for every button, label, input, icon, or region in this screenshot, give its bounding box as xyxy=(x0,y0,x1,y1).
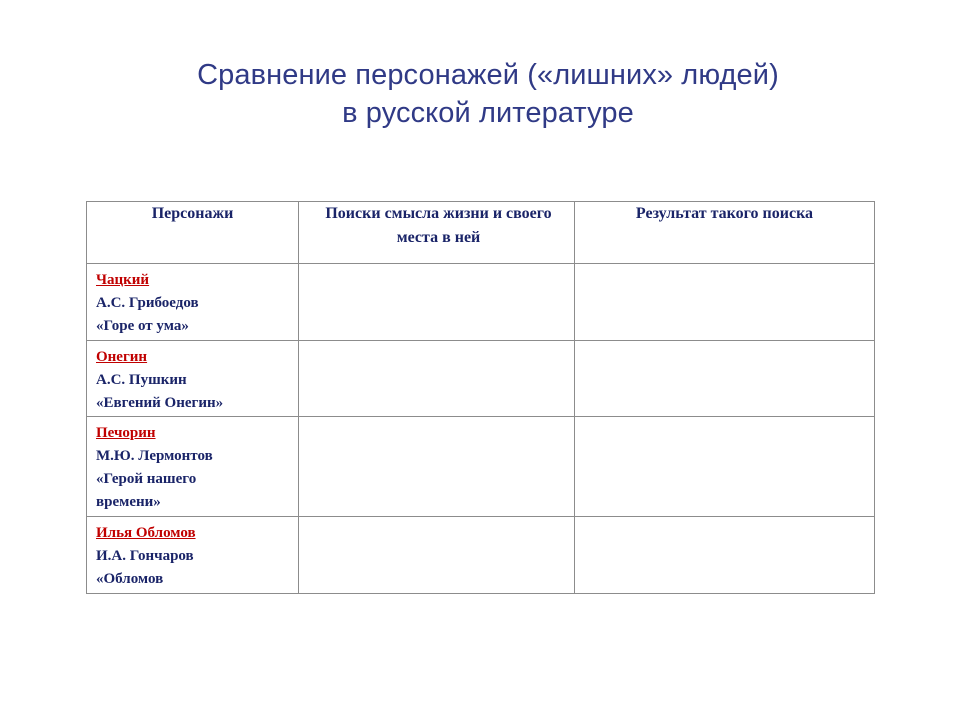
header-search-for-meaning: Поиски смысла жизни и своего места в ней xyxy=(299,202,575,264)
search-cell xyxy=(299,264,575,341)
table-row xyxy=(87,341,875,417)
result-cell xyxy=(575,517,875,594)
character-name: Илья Обломов xyxy=(96,525,196,541)
character-author: А.С. Грибоедов xyxy=(96,295,199,311)
table-row xyxy=(87,264,875,341)
character-cell xyxy=(87,341,299,417)
table-row xyxy=(87,517,875,594)
header-search-result: Результат такого поиска xyxy=(575,202,875,264)
result-cell xyxy=(575,264,875,341)
title-line-1: Сравнение персонажей («лишних» людей) xyxy=(197,59,779,91)
title-line-2: в русской литературе xyxy=(342,97,634,129)
character-work: «Герой нашего xyxy=(96,471,197,487)
comparison-table xyxy=(86,201,875,594)
character-work-continued: времени» xyxy=(96,494,161,510)
character-author: А.С. Пушкин xyxy=(96,372,187,388)
search-cell xyxy=(299,517,575,594)
character-work: «Горе от ума» xyxy=(96,318,189,334)
header-characters: Персонажи xyxy=(87,202,299,264)
character-author: И.А. Гончаров xyxy=(96,548,194,564)
character-cell xyxy=(87,517,299,594)
character-name: Чацкий xyxy=(96,272,150,288)
slide-title xyxy=(0,56,960,132)
character-name: Онегин xyxy=(96,349,148,365)
result-cell xyxy=(575,341,875,417)
character-cell xyxy=(87,264,299,341)
character-cell xyxy=(87,417,299,517)
search-cell xyxy=(299,417,575,517)
result-cell xyxy=(575,417,875,517)
search-cell xyxy=(299,341,575,417)
character-name: Печорин xyxy=(96,425,156,441)
character-author: М.Ю. Лермонтов xyxy=(96,448,213,464)
table-row xyxy=(87,417,875,517)
character-work: «Евгений Онегин» xyxy=(96,395,224,411)
character-work: «Обломов xyxy=(96,571,164,587)
table-header-row xyxy=(87,202,875,264)
